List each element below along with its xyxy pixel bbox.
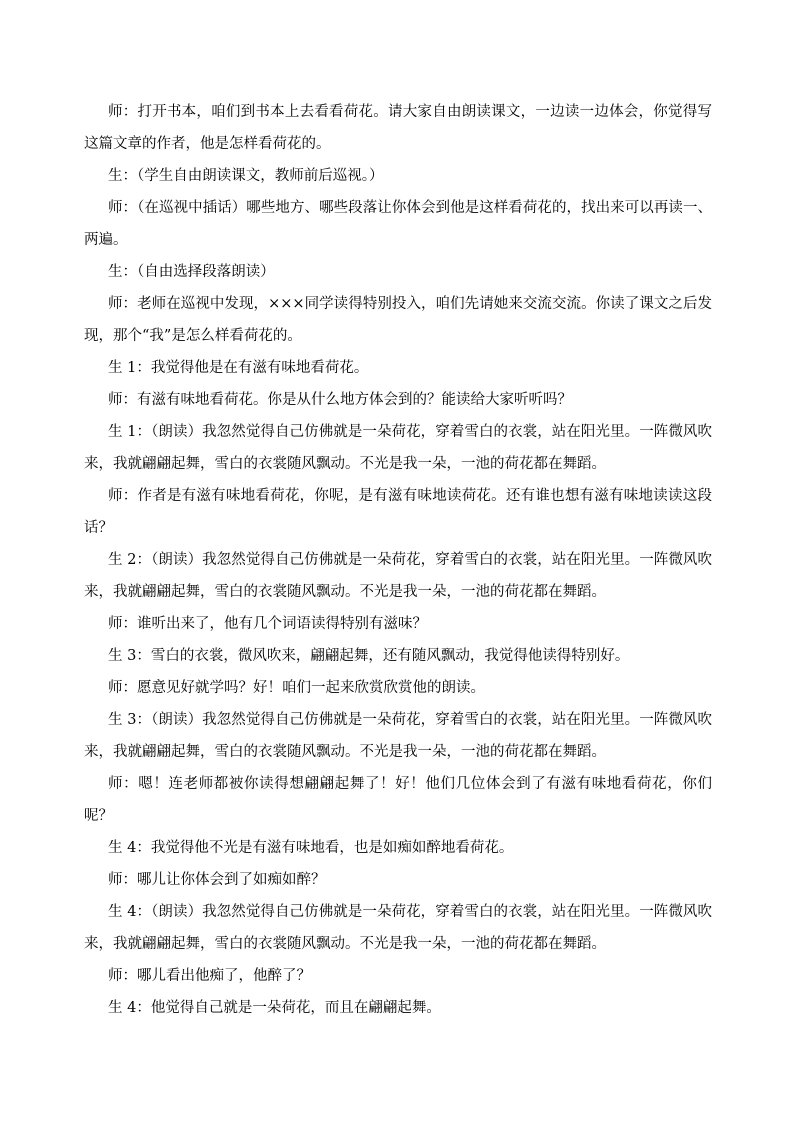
paragraph-15: 师：嗯！连老师都被你读得想翩翩起舞了！好！他们几位体会到了有滋有味地看荷花，你们呢？: [84, 776, 712, 824]
paragraph-5: 师：老师在巡视中发现，×××同学读得特别投入，咱们先请她来交流交流。你读了课文之后发现，那个“我”是怎么样看荷花的。: [84, 296, 712, 344]
paragraph-16: 生 4：我觉得他不光是有滋有味地看，也是如痴如醉地看荷花。: [108, 840, 514, 856]
paragraph-8: 生 1：（朗读）我忽然觉得自己仿佛就是一朵荷花，穿着雪白的衣裳，站在阳光里。一阵微风吹来，我就翩翩起舞，雪白的衣裳随风飘动。不光是我一朵，一池的荷花都在舞蹈。: [84, 424, 712, 472]
paragraph-7: 师：有滋有味地看荷花。你是从什么地方体会到的？能读给大家听听吗？: [108, 392, 572, 408]
paragraph-11: 师：谁听出来了，他有几个词语读得特别有滋味？: [108, 616, 427, 632]
paragraph-12: 生 3：雪白的衣裳，微风吹来，翩翩起舞，还有随风飘动，我觉得他读得特别好。: [108, 648, 630, 664]
paragraph-4: 生：（自由选择段落朗读）: [108, 264, 275, 280]
paragraph-3: 师：（在巡视中插话）哪些地方、哪些段落让你体会到他是这样看荷花的，找出来可以再读一、两遍。: [84, 200, 712, 248]
paragraph-9: 师：作者是有滋有味地看荷花，你呢，是有滋有味地读荷花。还有谁也想有滋有味地读读这段话？: [84, 488, 712, 536]
paragraph-1: 师：打开书本，咱们到书本上去看看荷花。请大家自由朗读课文，一边读一边体会，你觉得写这篇文章的作者，他是怎样看荷花的。: [84, 104, 712, 152]
paragraph-10: 生 2：（朗读）我忽然觉得自己仿佛就是一朵荷花，穿着雪白的衣裳，站在阳光里。一阵微风吹来，我就翩翩起舞，雪白的衣裳随风飘动。不光是我一朵，一池的荷花都在舞蹈。: [84, 552, 712, 600]
paragraph-6: 生 1：我觉得他是在有滋有味地看荷花。: [108, 360, 369, 376]
paragraph-14: 生 3：（朗读）我忽然觉得自己仿佛就是一朵荷花，穿着雪白的衣裳，站在阳光里。一阵微风吹来，我就翩翩起舞，雪白的衣裳随风飘动。不光是我一朵，一池的荷花都在舞蹈。: [84, 712, 712, 760]
paragraph-18: 生 4：（朗读）我忽然觉得自己仿佛就是一朵荷花，穿着雪白的衣裳，站在阳光里。一阵微风吹来，我就翩翩起舞，雪白的衣裳随风飘动。不光是我一朵，一池的荷花都在舞蹈。: [84, 904, 712, 952]
paragraph-13: 师：愿意见好就学吗？好！咱们一起来欣赏欣赏他的朗读。: [108, 680, 485, 696]
paragraph-20: 生 4：他觉得自己就是一朵荷花，而且在翩翩起舞。: [108, 1000, 441, 1016]
paragraph-19: 师：哪儿看出他痴了，他醉了？: [108, 968, 311, 984]
paragraph-2: 生：（学生自由朗读课文，教师前后巡视。）: [108, 168, 384, 184]
paragraph-17: 师：哪儿让你体会到了如痴如醉？: [108, 872, 326, 888]
document-body: [84, 96, 712, 1024]
